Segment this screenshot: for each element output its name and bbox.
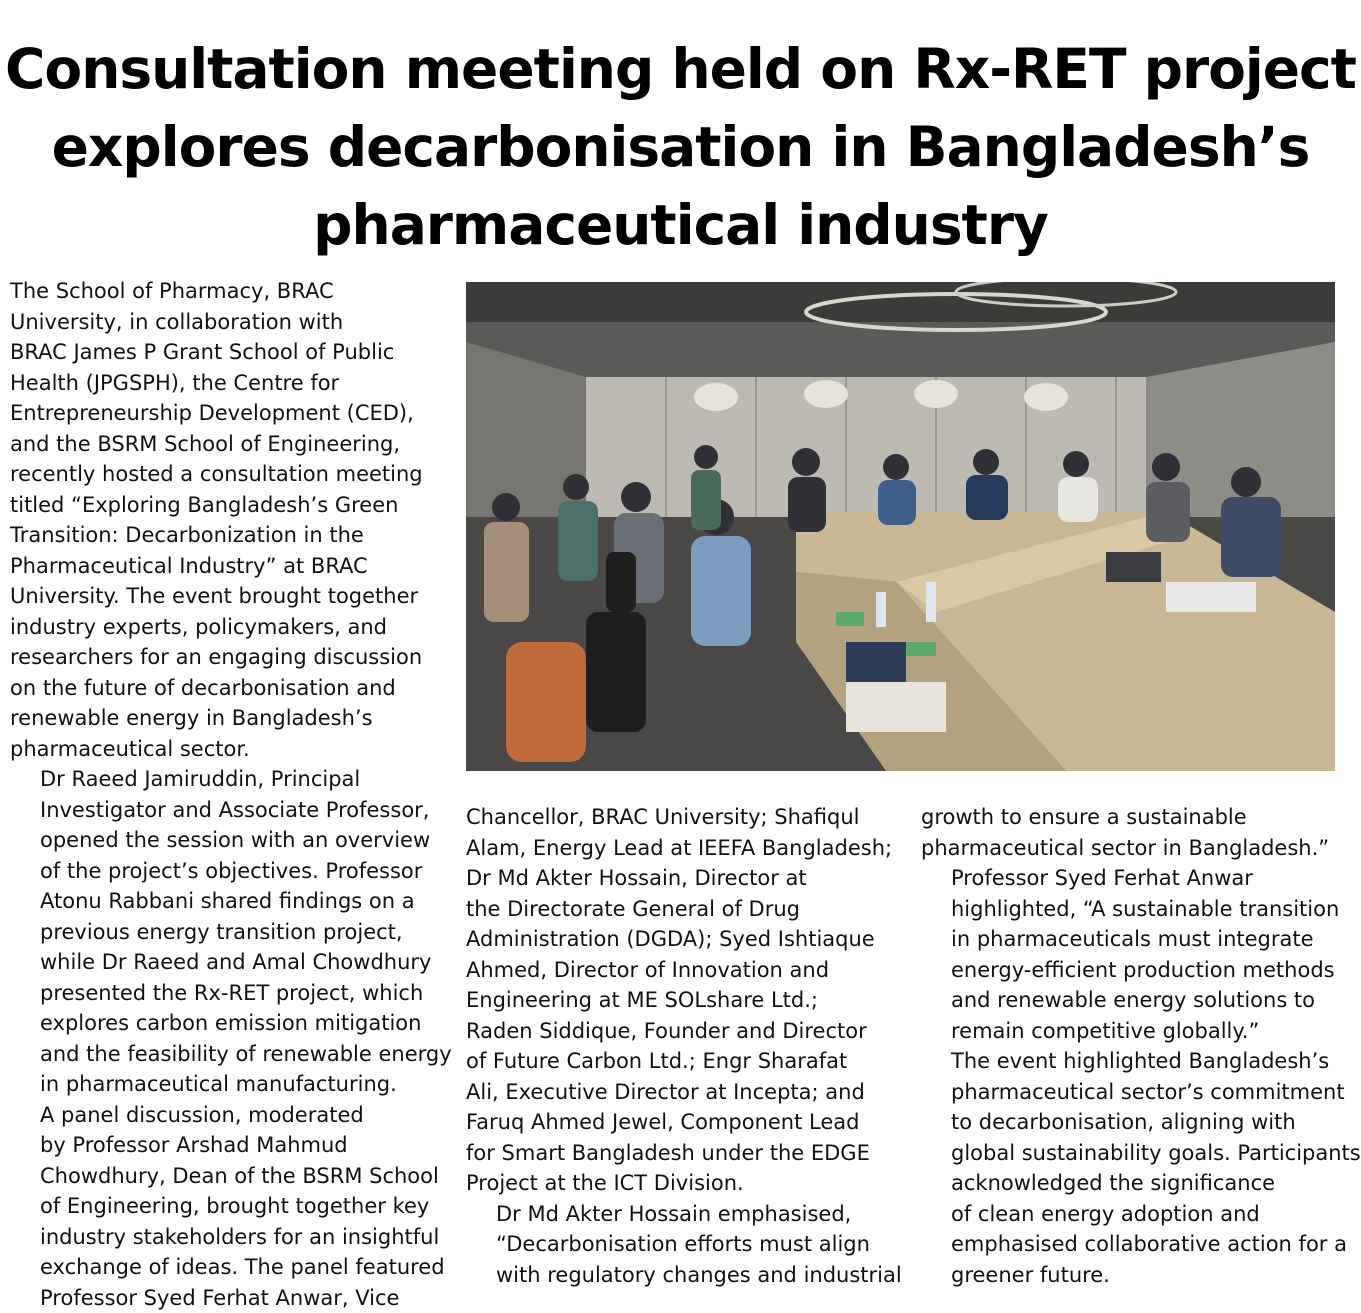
headline-line: pharmaceutical industry	[0, 186, 1361, 264]
paragraph	[921, 863, 1351, 1046]
text-line: the Directorate General of Drug	[466, 894, 906, 925]
text-line: “Decarbonisation efforts must align	[466, 1229, 906, 1260]
text-line: University. The event brought together	[10, 581, 440, 612]
text-line: Dr Md Akter Hossain emphasised,	[466, 1199, 906, 1230]
headline	[0, 30, 1361, 264]
text-line: Chowdhury, Dean of the BSRM School	[10, 1161, 440, 1192]
text-line: Project at the ICT Division.	[466, 1168, 906, 1199]
text-line: Administration (DGDA); Syed Ishtiaque	[466, 924, 906, 955]
text-line: previous energy transition project,	[10, 917, 440, 948]
text-line: Entrepreneurship Development (CED),	[10, 398, 440, 429]
text-line: researchers for an engaging discussion	[10, 642, 440, 673]
text-line: acknowledged the significance	[921, 1168, 1351, 1199]
text-line: BRAC James P Grant School of Public	[10, 337, 440, 368]
article-column-1	[10, 276, 440, 1313]
meeting-photo-illustration	[466, 282, 1335, 771]
text-line: Dr Md Akter Hossain, Director at	[466, 863, 906, 894]
text-line: of Engineering, brought together key	[10, 1191, 440, 1222]
paragraph	[921, 1046, 1351, 1290]
text-line: pharmaceutical sector in Bangladesh.”	[921, 833, 1351, 864]
text-line: A panel discussion, moderated	[10, 1100, 440, 1131]
text-line: Atonu Rabbani shared findings on a	[10, 886, 440, 917]
article-column-2	[466, 802, 906, 1290]
paragraph	[466, 1199, 906, 1291]
text-line: pharmaceutical sector’s commitment	[921, 1077, 1351, 1108]
text-line: energy-efficient production methods	[921, 955, 1351, 986]
headline-line: Consultation meeting held on Rx-RET project	[0, 30, 1361, 108]
text-line: pharmaceutical sector.	[10, 734, 440, 765]
text-line: Engineering at ME SOLshare Ltd.;	[466, 985, 906, 1016]
text-line: Chancellor, BRAC University; Shafiqul	[466, 802, 906, 833]
text-line: for Smart Bangladesh under the EDGE	[466, 1138, 906, 1169]
text-line: Investigator and Associate Professor,	[10, 795, 440, 826]
text-line: Ahmed, Director of Innovation and	[466, 955, 906, 986]
text-line: and the BSRM School of Engineering,	[10, 429, 440, 460]
text-line: of the project’s objectives. Professor	[10, 856, 440, 887]
paragraph	[466, 802, 906, 1199]
text-line: industry stakeholders for an insightful	[10, 1222, 440, 1253]
text-line: greener future.	[921, 1260, 1351, 1291]
text-line: on the future of decarbonisation and	[10, 673, 440, 704]
text-line: Raden Siddique, Founder and Director	[466, 1016, 906, 1047]
text-line: and the feasibility of renewable energy	[10, 1039, 440, 1070]
text-line: to decarbonisation, aligning with	[921, 1107, 1351, 1138]
text-line: titled “Exploring Bangladesh’s Green	[10, 490, 440, 521]
text-line: in pharmaceuticals must integrate	[921, 924, 1351, 955]
text-line: in pharmaceutical manufacturing.	[10, 1069, 440, 1100]
text-line: presented the Rx-RET project, which	[10, 978, 440, 1009]
text-line: Ali, Executive Director at Incepta; and	[466, 1077, 906, 1108]
text-line: global sustainability goals. Participants	[921, 1138, 1351, 1169]
text-line: opened the session with an overview	[10, 825, 440, 856]
text-line: Health (JPGSPH), the Centre for	[10, 368, 440, 399]
headline-line: explores decarbonisation in Bangladesh’s	[0, 108, 1361, 186]
text-line: industry experts, policymakers, and	[10, 612, 440, 643]
text-line: emphasised collaborative action for a	[921, 1229, 1351, 1260]
article-column-3	[921, 802, 1351, 1290]
text-line: exchange of ideas. The panel featured	[10, 1252, 440, 1283]
text-line: recently hosted a consultation meeting	[10, 459, 440, 490]
text-line: and renewable energy solutions to	[921, 985, 1351, 1016]
text-line: of clean energy adoption and	[921, 1199, 1351, 1230]
text-line: explores carbon emission mitigation	[10, 1008, 440, 1039]
text-line: Transition: Decarbonization in the	[10, 520, 440, 551]
paragraph	[10, 276, 440, 764]
text-line: The event highlighted Bangladesh’s	[921, 1046, 1351, 1077]
text-line: while Dr Raeed and Amal Chowdhury	[10, 947, 440, 978]
text-line: of Future Carbon Ltd.; Engr Sharafat	[466, 1046, 906, 1077]
text-line: Professor Syed Ferhat Anwar, Vice	[10, 1283, 440, 1313]
text-line: The School of Pharmacy, BRAC	[10, 276, 440, 307]
text-line: Alam, Energy Lead at IEEFA Bangladesh;	[466, 833, 906, 864]
text-line: remain competitive globally.”	[921, 1016, 1351, 1047]
text-line: with regulatory changes and industrial	[466, 1260, 906, 1291]
paragraph	[921, 802, 1351, 863]
text-line: Faruq Ahmed Jewel, Component Lead	[466, 1107, 906, 1138]
paragraph	[10, 1100, 440, 1313]
meeting-room-photo	[466, 282, 1335, 771]
text-line: growth to ensure a sustainable	[921, 802, 1351, 833]
text-line: renewable energy in Bangladesh’s	[10, 703, 440, 734]
text-line: University, in collaboration with	[10, 307, 440, 338]
text-line: Pharmaceutical Industry” at BRAC	[10, 551, 440, 582]
text-line: by Professor Arshad Mahmud	[10, 1130, 440, 1161]
paragraph	[10, 764, 440, 1100]
text-line: Professor Syed Ferhat Anwar	[921, 863, 1351, 894]
text-line: highlighted, “A sustainable transition	[921, 894, 1351, 925]
text-line: Dr Raeed Jamiruddin, Principal	[10, 764, 440, 795]
